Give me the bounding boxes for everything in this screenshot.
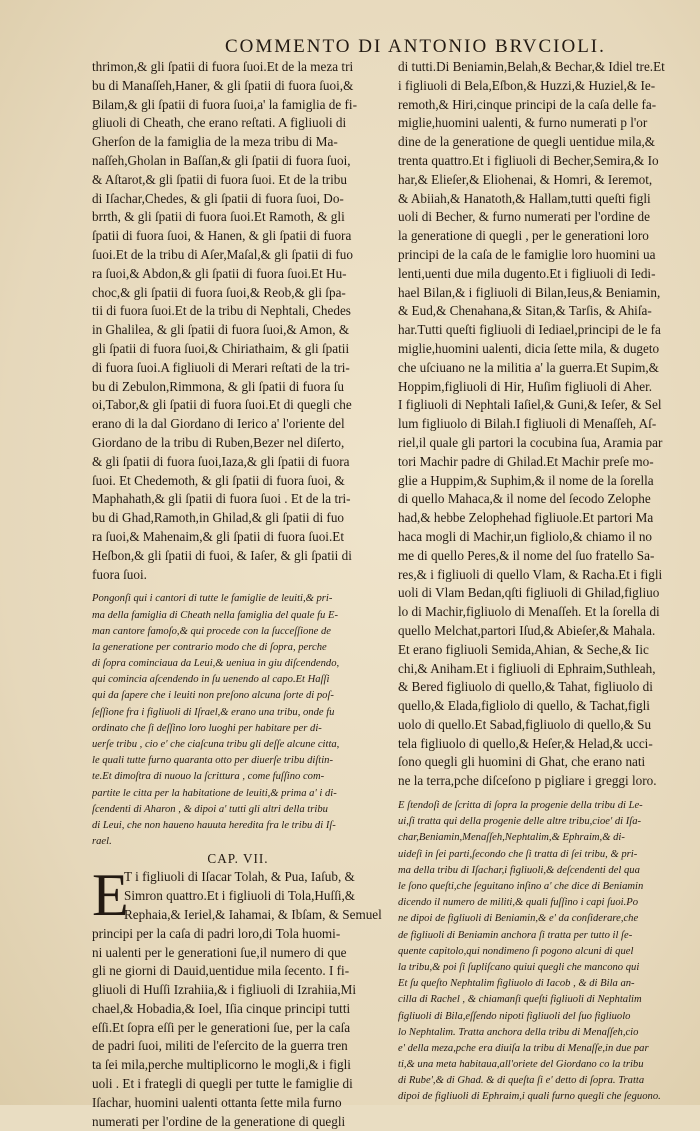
text-line: naſſeh,Gholan in Baſſan,& gli ſpatii di fuora ſuoi, — [92, 152, 351, 168]
text-line: res,& i figliuoli di quello Vlam, & Racha.Et i figli — [398, 566, 663, 582]
text-line: tori Machir padre di Ghilad.Et Machir preſe mo- — [398, 453, 654, 469]
text-line: gliuoli di Huſſi Izrahiia,& i figliuoli di Izrahiia,Mi — [92, 982, 357, 998]
commentary-line: figliuoli di Bila,eſſendo nipoti figliuoli del ſuo figliuolo — [398, 1010, 631, 1022]
text-line: principi per la caſa di padri loro,di Tola huomi- — [92, 925, 341, 941]
commentary-line: Pongonſi qui i cantori di tutte le famiglie de leuiti,& pri- — [92, 593, 333, 605]
commentary-line: di Rube',& di Ghad. & di queſta ſi e' detto di ſopra. Tratta — [398, 1075, 645, 1087]
text-line: choc,& gli ſpatii di fuora ſuoi,& Reob,& gli ſpa- — [92, 284, 346, 300]
text-line: ra ſuoi,& Mahenaim,& gli ſpatii di fuora ſuoi.Et — [92, 528, 344, 544]
text-line: remoth,& Hiri,cinque principi de la caſa delle fa- — [398, 96, 657, 112]
commentary-line: la generatione per contrario modo che di ſopra, perche — [92, 641, 327, 653]
commentary-line: e' della meza,pche era diuiſa la tribu di Menaſſe,in due par — [398, 1042, 649, 1054]
commentary-line: ma della tribu di Iſachar,i figliuoli,& deſcendenti del qua — [398, 864, 640, 876]
left-main-text — [92, 58, 384, 584]
commentary-line: de figliuoli di Beniamin anchora ſi tratta per tutto il ſe- — [398, 929, 633, 941]
text-line: bu di Ghad,Ramoth,in Ghilad,& gli ſpatii di fuo — [92, 510, 345, 526]
commentary-line: partite le citta per la habitatione de leuiti,& prima a' i di- — [92, 787, 337, 799]
text-line: quello Melchat,partori Iſud,& Abieſer,& Mahala. — [398, 622, 656, 638]
text-line: fuora ſuoi. — [92, 566, 147, 582]
chapter-heading: CAP. VII. — [207, 851, 269, 867]
text-line: hael Bilan,& i figliuoli di Bilan,Ieus,& Beniamin, — [398, 284, 661, 300]
text-line: ra ſuoi,& Abdon,& gli ſpatii di fuora ſuoi.Et Hu- — [92, 265, 347, 281]
text-line: Hoppim,figliuoli di Hir, Huſim figliuoli di Aher. — [398, 378, 653, 394]
text-line: uoli di Becher, & furno numerati per l'ordine de — [398, 209, 650, 225]
commentary-line: te.Et dimoſtra di nuouo la ſcrittura , come fuſſino com- — [92, 771, 325, 783]
commentary-line: ti,& una meta habitaua,all'oriete del Giordano co la tribu — [398, 1059, 644, 1071]
text-line: uoli . Et i frategli di quegli per tutte le famiglie di — [92, 1076, 353, 1092]
text-line: uoli di Vlam Bedan,qſti figliuoli di Ghilad,figliuo — [398, 585, 660, 601]
commentary-line: ordinato che ſi deſſino loro luoghi per habitare per di- — [92, 722, 322, 734]
text-line: ſpatii di fuora ſuoi, & Hanen, & gli ſpatii di fuora — [92, 228, 352, 244]
text-line: lo di Machir,figliuolo di Menaſſeh. Et la ſorella di — [398, 604, 660, 620]
text-line: gli ſpatii di fuora ſuoi,& Chiriathaim, & gli ſpatii — [92, 340, 350, 356]
text-line: bu di Manaſſeh,Haner, & gli ſpatii di fuora ſuoi,& — [92, 77, 354, 93]
text-line: ne la terra,pche diſceſono p pigliare i greggi loro. — [398, 773, 657, 789]
commentary-line: E ſtendoſi de ſcritta di ſopra la progenie della tribu di Le- — [398, 800, 643, 812]
text-line: eſſi.Et ſopra eſſi per le generationi ſue, per la caſa — [92, 1019, 351, 1035]
text-line: Bilam,& gli ſpatii di fuora ſuoi,a' la famiglia de fi- — [92, 96, 357, 112]
text-line: lum figliuolo di Bilah.I figliuoli di Menaſſeh, Aſ- — [398, 416, 657, 432]
commentary-line: lo Nephtalim. Tratta anchora della tribu di Menaſſeh,cio — [398, 1026, 639, 1038]
text-line: & Eud,& Chenahana,& Sitan,& Tarſis, & Ahiſa- — [398, 303, 652, 319]
commentary-line: uerſe tribu , cio e' che ciaſcuna tribu gli deſſe alcune citta, — [92, 739, 340, 750]
text-line: glie a Huppim,& Suphim,& il nome de la ſorella — [398, 472, 654, 488]
text-line: Heſbon,& gli ſpatii di fuoi, & Iaſer, & gli ſpatii di — [92, 547, 352, 563]
text-line: me di quello Peres,& il nome del ſuo fratello Sa- — [398, 547, 655, 563]
text-line: & Aſtarot,& gli ſpatii di fuora ſuoi. Et de la tribu — [92, 171, 347, 187]
left-column — [92, 58, 384, 1131]
text-line: brrth, & gli ſpatii di fuora ſuoi.Et Ramoth, & gli — [92, 209, 345, 225]
text-line: Giordano de la tribu di Ruben,Bezer nel diſerto, — [92, 434, 345, 450]
commentary-line: char,Beniamin,Menaſſeh,Nephtalim,& Ephraim,& di- — [398, 832, 625, 844]
right-column — [398, 58, 690, 1106]
text-line: gliuoli di Cheath, che erano reſtati. A figliuoli di — [92, 115, 347, 131]
text-line: di Iſachar,Chedes, & gli ſpatii di fuora ſuoi, Do- — [92, 190, 344, 206]
text-line: Et erano figliuoli Semida,Ahian, & Seche,& Iic — [398, 641, 649, 657]
text-line: I figliuoli di Nephtali Iaſiel,& Guni,& Ieſer, & Sel — [398, 397, 662, 413]
commentary-line: le ſono queſti,che ſeguitano inſino a' che dice di Beniamin — [398, 881, 644, 893]
commentary-line: ſcendenti di Aharon , & dipoi a' tutti gli altri della tribu — [92, 803, 328, 815]
text-line: gli ne giorni di Dauid,uentidue mila ſecento. I fi- — [92, 963, 350, 979]
commentary-line: uideſi in ſei parti,ſecondo che ſi tratta di ſei tribu, & pri- — [398, 848, 638, 860]
text-line: Rephaia,& Ieriel,& Iahamai, & Ibſam, & Semuel — [124, 906, 382, 922]
text-line: uolo di quello.Et Sabad,figliuolo di quello,& Su — [398, 716, 652, 732]
commentary-line: di Leui, che non haueno hauuta heredita fra le tribu di Iſ- — [92, 819, 336, 831]
text-line: haca mogli di Machir,un figliolo,& chiamo il no — [398, 528, 653, 544]
text-line: Iſachar, huomini ualenti ottanta ſette mila furno — [92, 1094, 342, 1110]
commentary-line: le quali tutte furno quaranta otto per diuerſe tribu diſtin- — [92, 755, 333, 767]
text-line: har,& Elieſer,& Eliohenai, & Homri, & Ieremot, — [398, 171, 653, 187]
commentary-line: rael. — [92, 836, 112, 848]
text-line: thrimon,& gli ſpatii di fuora ſuoi.Et de la meza tri — [92, 59, 354, 74]
left-commentary — [92, 591, 384, 850]
text-line: chi,& Aniham.Et i figliuoli di Ephraim,Suthleah, — [398, 660, 656, 676]
text-line: & Bered figliuolo di quello,& Tahat, figliuolo di — [398, 679, 653, 695]
text-line: & gli ſpatii di fuora ſuoi,Iaza,& gli ſpatii di fuora — [92, 453, 350, 469]
text-line: di quello Mahaca,& il nome del ſecodo Zelophe — [398, 491, 651, 507]
commentary-line: la tribu,& poi ſi ſupliſcano quiui quegli che mancono qui — [398, 961, 640, 973]
text-line: T i figliuoli di Iſacar Tolah, & Pua, Iaſub, & — [124, 869, 355, 885]
text-line: che uſciuano ne la militia a' la guerra.Et Supim,& — [398, 359, 659, 375]
text-line: Gherſon de la famiglia de la meza tribu di Ma- — [92, 134, 338, 150]
text-line: ſuoi. Et Chedemoth, & gli ſpatii di fuora ſuoi, & — [92, 472, 345, 488]
commentary-line: ui,ſi tratta qui della progenie delle altre tribu,cioe' di Iſa- — [398, 816, 642, 828]
text-line: la generatione di quegli , per le generationi loro — [398, 228, 649, 244]
commentary-line: cilla di Rachel , & chiamanſi queſti figliuoli di Nephtalim — [398, 994, 642, 1006]
text-line: ſono quegli gli huomini di Ghat, che erano nati — [398, 754, 646, 770]
text-line: tela figliuolo di quello,& Heſer,& Helad,& ucci- — [398, 735, 653, 751]
text-line: miglie,huomini ualenti, & furno numerati p l'or — [398, 115, 648, 131]
text-line: chael,& Hobadia,& Ioel, Iſia cinque principi tutti — [92, 1000, 351, 1016]
commentary-line: di ſopra cominciaua da Leui,& ueniua in giu diſcendendo, — [92, 658, 340, 670]
commentary-line: qui comincia aſcendendo in ſu uenendo al capo.Et Haſſi — [92, 674, 330, 686]
drop-cap: E — [92, 862, 129, 929]
text-line: numerati per l'ordine de la generatione di quegli — [92, 1113, 346, 1129]
commentary-line: man cantore famoſo,& qui procede con la ſucceſſione de — [92, 625, 331, 637]
text-line: ni ualenti per le generationi ſue,il numero di que — [92, 944, 347, 960]
text-line: di tutti.Di Beniamin,Belah,& Bechar,& Idiel tre.Et — [398, 59, 665, 74]
text-line: miglie,huomini ualenti, dicia ſette mila, & dugeto — [398, 340, 660, 356]
right-main-text — [398, 58, 690, 791]
text-line: erano di la dal Giordano di Ierico a' l'oriente del — [92, 416, 345, 432]
commentary-line: dipoi de figliuoli di Ephraim,i quali furno quegli che ſeguono. — [398, 1091, 661, 1103]
text-line: & Abiiah,& Hanatoth,& Hallam,tutti queſti figli — [398, 190, 651, 206]
commentary-line: quente capitolo,qui nondimeno ſi pogono alcuni di quel — [398, 945, 634, 957]
right-commentary — [398, 798, 690, 1106]
commentary-line: dicendo il numero de militi,& quali fuſſino i capi ſuoi.Po — [398, 897, 639, 909]
text-line: in Ghalilea, & gli ſpatii di fuora ſuoi,& Amon, & — [92, 322, 350, 338]
text-line: Simron quattro.Et i figliuoli di Tola,Huſſi,& — [124, 888, 356, 904]
text-line: quello,& Elada,figliolo di quello, & Tachat,figli — [398, 698, 650, 714]
text-line: dine de la generatione de quegli uentidue mila,& — [398, 134, 656, 150]
commentary-line: ne dipoi de figliuoli di Beniamin,& e' da conſiderare,che — [398, 913, 639, 925]
text-line: har.Tutti queſti figliuoli di Iediael,principi de le fa — [398, 322, 661, 338]
text-line: riel,il quale gli partori la cocubina ſua, Aramia par — [398, 434, 663, 450]
chapter-text — [92, 862, 384, 1131]
text-line: trenta quattro.Et i figliuoli di Becher,Semira,& Io — [398, 152, 659, 168]
text-line: di fuora ſuoi.A figliuoli di Merari reſtati de la tri- — [92, 359, 350, 375]
running-title: COMMENTO DI ANTONIO BRVCIOLI. — [225, 36, 606, 57]
commentary-line: ma della famiglia di Cheath nella famiglia del quale fu E- — [92, 609, 338, 621]
text-line: tii di fuora ſuoi.Et de la tribu di Nephtali, Chedes — [92, 303, 351, 319]
text-line: de padri ſuoi, militi de l'eſercito de la guerra tren — [92, 1038, 348, 1054]
text-line: bu di Zebulon,Rimmona, & gli ſpatii di fuora ſu — [92, 378, 344, 394]
text-line: principi de la caſa de le famiglie loro huomini ua — [398, 246, 656, 262]
commentary-line: ſeſſione fra i figliuoli di Iſrael,& erano una tribu, onde fu — [92, 706, 335, 718]
commentary-line: qui da ſapere che i leuiti non preſono alcuna ſorte di poſ- — [92, 690, 334, 702]
text-line: ſuoi.Et de la tribu di Aſer,Maſal,& gli ſpatii di fuo — [92, 246, 353, 262]
text-line: had,& hebbe Zelophehad figliuole.Et partori Ma — [398, 510, 654, 526]
text-line: lenti,uenti due mila dugento.Et i figliuoli di Iedi- — [398, 265, 656, 281]
text-line: oi,Tabor,& gli ſpatii di fuora ſuoi.Et di quegli che — [92, 397, 352, 413]
text-line: ta ſei mila,perche multiplicorno le mogli,& i figli — [92, 1057, 351, 1073]
commentary-line: Et ſu queſto Nephtalim figliuolo di Iacob , & di Bila an- — [398, 978, 635, 990]
text-line: Maphahath,& gli ſpatii di fuora ſuoi . Et de la tri- — [92, 491, 351, 507]
text-line: i figliuoli di Bela,Eſbon,& Huzzi,& Huziel,& Ie- — [398, 77, 656, 93]
